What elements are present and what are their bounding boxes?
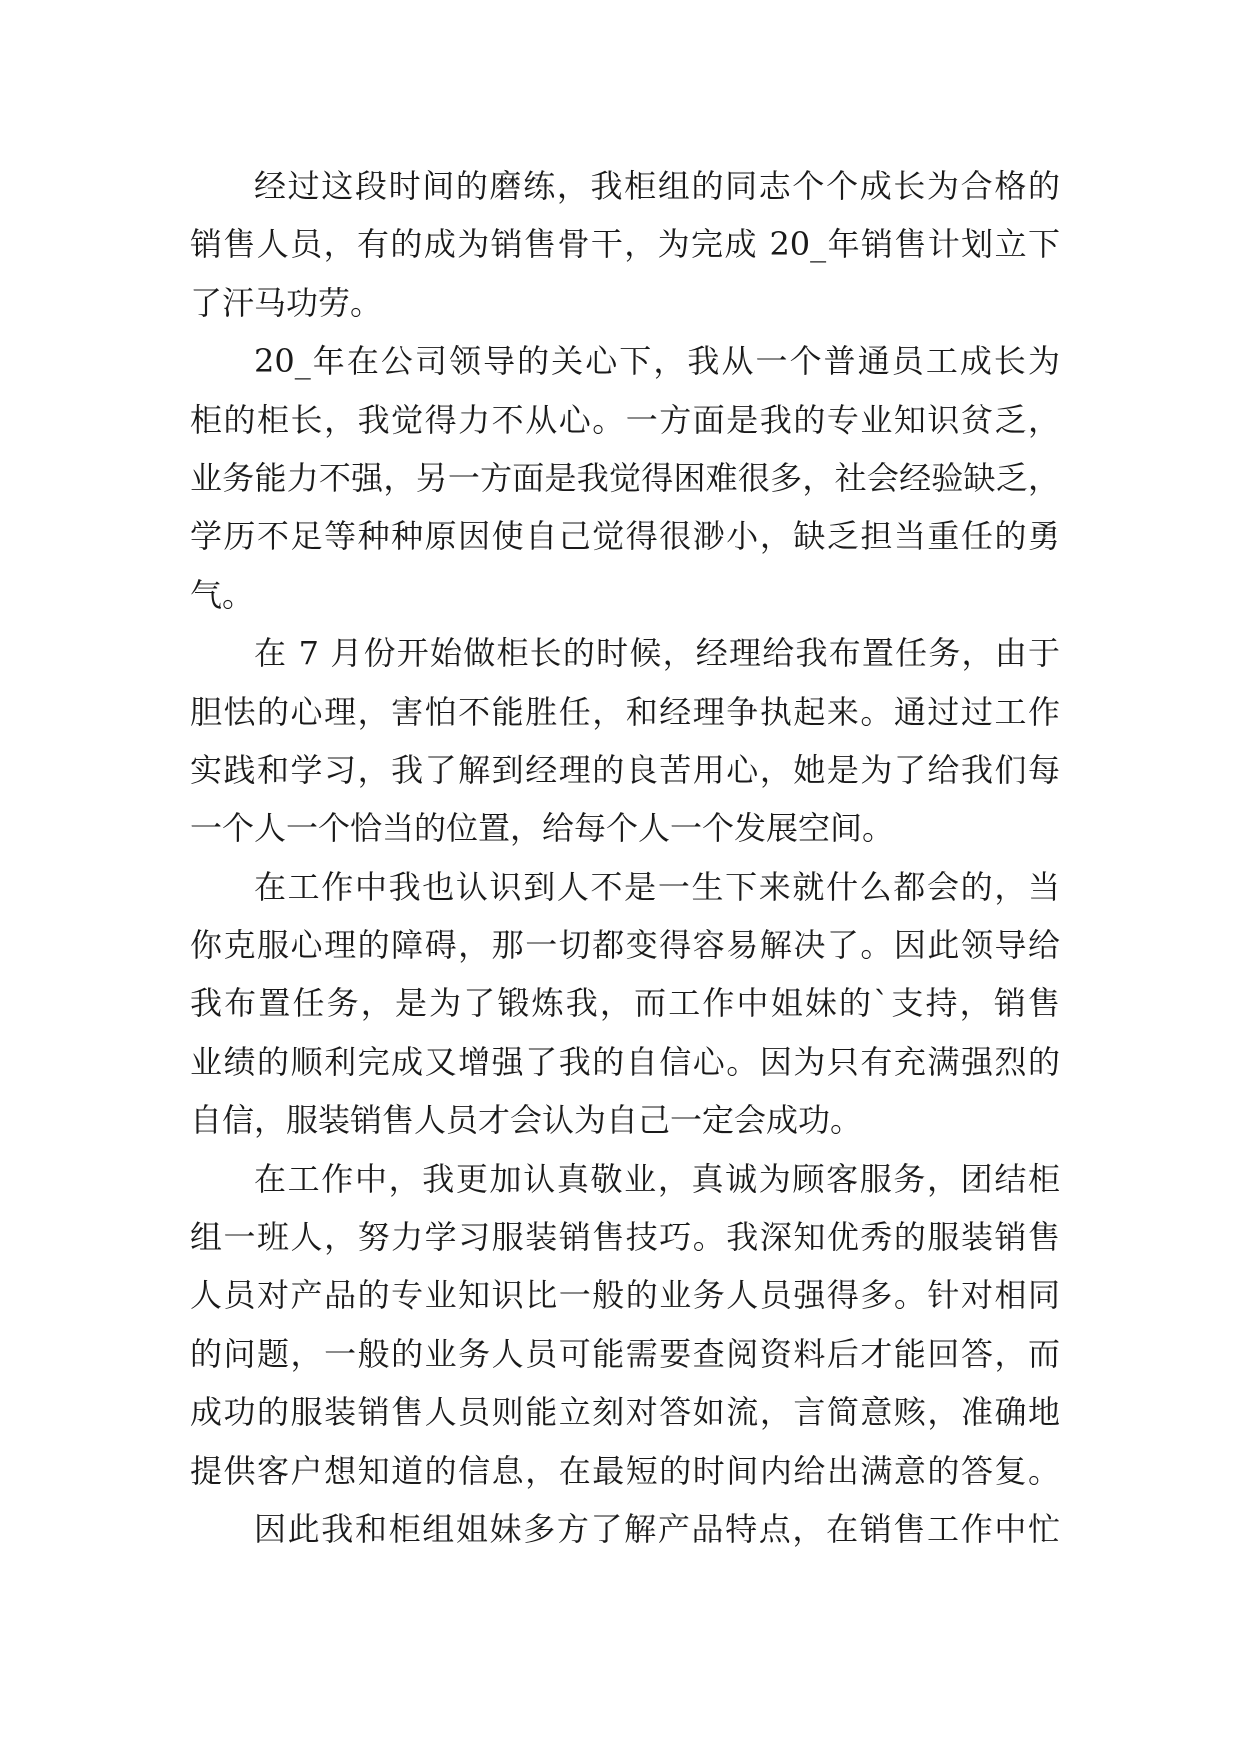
paragraph-1-line-3: 了汗马功劳。 [190,283,383,322]
paragraph-3-line-4: 一个人一个恰当的位置，给每个人一个发展空间。 [190,809,895,848]
paragraph-5-line-6: 提供客户想知道的信息，在最短的时间内给出满意的答复。 [190,1451,1060,1490]
paragraph-2-line-1: 20_年在公司领导的关心下，我从一个普通员工成长为 [254,342,1060,381]
paragraph-5-line-2: 组一班人，努力学习服装销售技巧。我深知优秀的服装销售 [190,1218,1060,1257]
paragraph-4-line-1: 在工作中我也认识到人不是一生下来就什么都会的，当 [254,867,1060,906]
paragraph-5-line-4: 的问题，一般的业务人员可能需要查阅资料后才能回答，而 [190,1334,1060,1373]
paragraph-1-line-1: 经过这段时间的磨练，我柜组的同志个个成长为合格的 [254,167,1060,205]
paragraph-5-line-1: 在工作中，我更加认真敬业，真诚为顾客服务，团结柜 [254,1159,1060,1198]
paragraph-2-line-4: 学历不足等种种原因使自己觉得很渺小，缺乏担当重任的勇 [190,517,1060,556]
paragraph-5-line-5: 成功的服装销售人员则能立刻对答如流，言简意赅，准确地 [190,1393,1060,1432]
paragraph-3-line-3: 实践和学习，我了解到经理的良苦用心，她是为了给我们每 [190,750,1060,789]
paragraph-4-line-5: 自信，服装销售人员才会认为自己一定会成功。 [190,1101,863,1140]
paragraph-1-line-2: 销售人员，有的成为销售骨干，为完成 20_年销售计划立下 [190,225,1060,264]
paragraph-2-line-3: 业务能力不强，另一方面是我觉得困难很多，社会经验缺乏， [190,458,1060,497]
paragraph-4-line-2: 你克服心理的障碍，那一切都变得容易解决了。因此领导给 [190,926,1060,965]
document-body [190,157,1060,1558]
paragraph-4-line-4: 业绩的顺利完成又增强了我的自信心。因为只有充满强烈的 [190,1042,1060,1081]
paragraph-2-line-5: 气。 [190,575,255,614]
paragraph-2-line-2: 柜的柜长，我觉得力不从心。一方面是我的专业知识贫乏， [190,400,1060,439]
paragraph-3-line-1: 在 7 月份开始做柜长的时候，经理给我布置任务，由于 [254,634,1060,673]
paragraph-4-line-3: 我布置任务，是为了锻炼我，而工作中姐妹的`支持，销售 [190,984,1060,1023]
paragraph-3-line-2: 胆怯的心理，害怕不能胜任，和经理争执起来。通过过工作 [190,692,1060,731]
paragraph-6-line-1: 因此我和柜组姐妹多方了解产品特点，在销售工作中忙 [254,1509,1060,1548]
paragraph-5-line-3: 人员对产品的专业知识比一般的业务人员强得多。针对相同 [190,1276,1060,1315]
